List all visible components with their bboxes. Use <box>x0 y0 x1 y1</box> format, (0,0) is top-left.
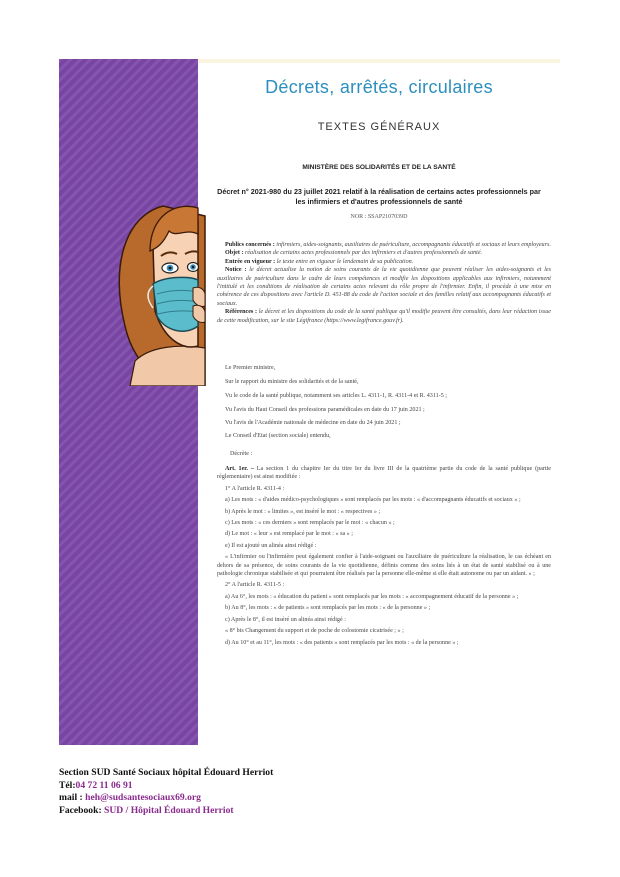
visa-line: Le Conseil d'Etat (section sociale) entendu, <box>225 433 331 439</box>
nor-reference: NOR : SSAP2107039D <box>350 214 408 220</box>
visa-line: Vu l'avis du Haut Conseil des professions paramédicales en date du 17 juin 2021 ; <box>225 407 425 413</box>
decree-notice <box>217 241 551 325</box>
article-one: Art. 1er. – La section 1 du chapitre Ier du titre Ier du livre III de la quatrième partie du code de la santé publique (partie réglementaire) est ainsi modifiée : 1° A l'article R. 4311-4 : a) Les mots : « d'aides médico-psychologiques » sont remplacés par les mots : « d'accompagnants éducatifs et sociaux » ; b) Après le mot : « limites », est inséré le mot : « respectives » ; c) Les mots : « ces derniers » sont remplacés par le mot : « chacun » ; d) Le mot : « leur » est remplacé par le mot : « sa » ; e) Il est ajouté un alinéa ainsi rédigé : « L'infirmier ou l'infirmière peut également confier à l'aide-soignant ou l'auxiliaire de puériculture la réalisation, le cas échéant en dehors de sa présence, de soins courants de la vie quotidienne, définis comme des soins liés à un état de santé stabilisé ou à une pathologie chronique stabilisée et qui pourraient être réalisés par la personne elle-même si elle était autonome ou par un aidant. » ; 2° A l'article R. 4311-5 : a) Au 6°, les mots : « éducation du patient » sont remplacés par les mots : « accompagnement éducatif de la personne » ; b) Au 8°, les mots : « de patients » sont remplacés par les mots : « de la personne » ; c) Après le 8°, il est inséré un alinéa ainsi rédigé : « 8° bis Changement du support et de poche de colostomie cicatrisée ; » ; d) Au 10° et au 11°, les mots : « des patients » sont remplacés par les mots : « de la personne » ; <box>217 466 551 646</box>
section-title: TEXTES GÉNÉRAUX <box>317 121 441 133</box>
ministry-title: MINISTÈRE DES SOLIDARITÉS ET DE LA SANTÉ <box>302 164 456 171</box>
mail-line: mail : heh@sudsantesociaux69.org <box>59 792 201 803</box>
notice-notice: Notice : le décret actualise la notion de soins courants de la vie quotidienne que peuvent réaliser les aides-soignants et les auxiliaires de puériculture dans le cadre de leurs compétences et modifie les dispositions applicables aux infirmiers, notamment l'intitulé et les conditions de réalisation de certains actes relevant du rôle propre de l'infirmier. Enfin, il procède à une mise en cohérence de ces dispositions avec l'article D. 451-88 du code de l'action sociale et des familles relatif aux accompagnants éducatifs et sociaux. <box>217 267 551 307</box>
visa-line: Vu l'avis de l'Académie nationale de médecine en date du 24 juin 2021 ; <box>225 420 401 426</box>
notice-references: Références : le décret et les dispositions du code de la santé publique qu'il modifie peuvent être consultés, dans leur rédaction issue de cette modification, sur le site Légifrance (https://www.legifrance.gouv.fr). <box>217 309 551 324</box>
footer-contact <box>59 767 479 817</box>
purple-background-panel <box>59 59 198 745</box>
phone-number[interactable]: 04 72 11 06 91 <box>75 779 133 791</box>
facebook-link[interactable]: SUD / Hôpital Édouard Herriot <box>104 804 234 816</box>
notice-objet: Objet : réalisation de certains actes professionnels par des infirmiers et d'autres professionnels de santé. <box>225 250 483 257</box>
journal-officiel-excerpt <box>198 63 560 745</box>
facebook-line: Facebook: SUD / Hôpital Édouard Herriot <box>59 804 234 816</box>
visa-line: Sur le rapport du ministre des solidarités et de la santé, <box>225 379 359 385</box>
decree-title: Décret n° 2021-980 du 23 juillet 2021 relatif à la réalisation de certains actes professionnels par les infirmiers et d'autres professionnels de santé <box>217 187 541 206</box>
phone-line: Tél:04 72 11 06 91 <box>59 779 133 791</box>
visa-line: Vu le code de la santé publique, notamment ses articles L. 4311-1, R. 4311-4 et R. 4311-5 ; <box>225 393 448 399</box>
mail-link[interactable]: heh@sudsantesociaux69.org <box>85 792 201 803</box>
notice-entree: Entrée en vigueur : le texte entre en vigueur le lendemain de sa publication. <box>225 258 414 265</box>
masked-woman-illustration <box>105 176 245 386</box>
union-section-line: Section SUD Santé Sociaux hôpital Édouard Herriot <box>59 767 274 778</box>
decrete-label: Décrète : <box>230 451 253 457</box>
visa-line: Le Premier ministre, <box>225 365 276 371</box>
rubric-title: Décrets, arrêtés, circulaires <box>265 77 493 97</box>
notice-publics: Publics concernés : infirmiers, aides-soignants, auxiliaires de puériculture, accompagnants éducatifs et sociaux et leurs employeurs. <box>225 242 551 248</box>
